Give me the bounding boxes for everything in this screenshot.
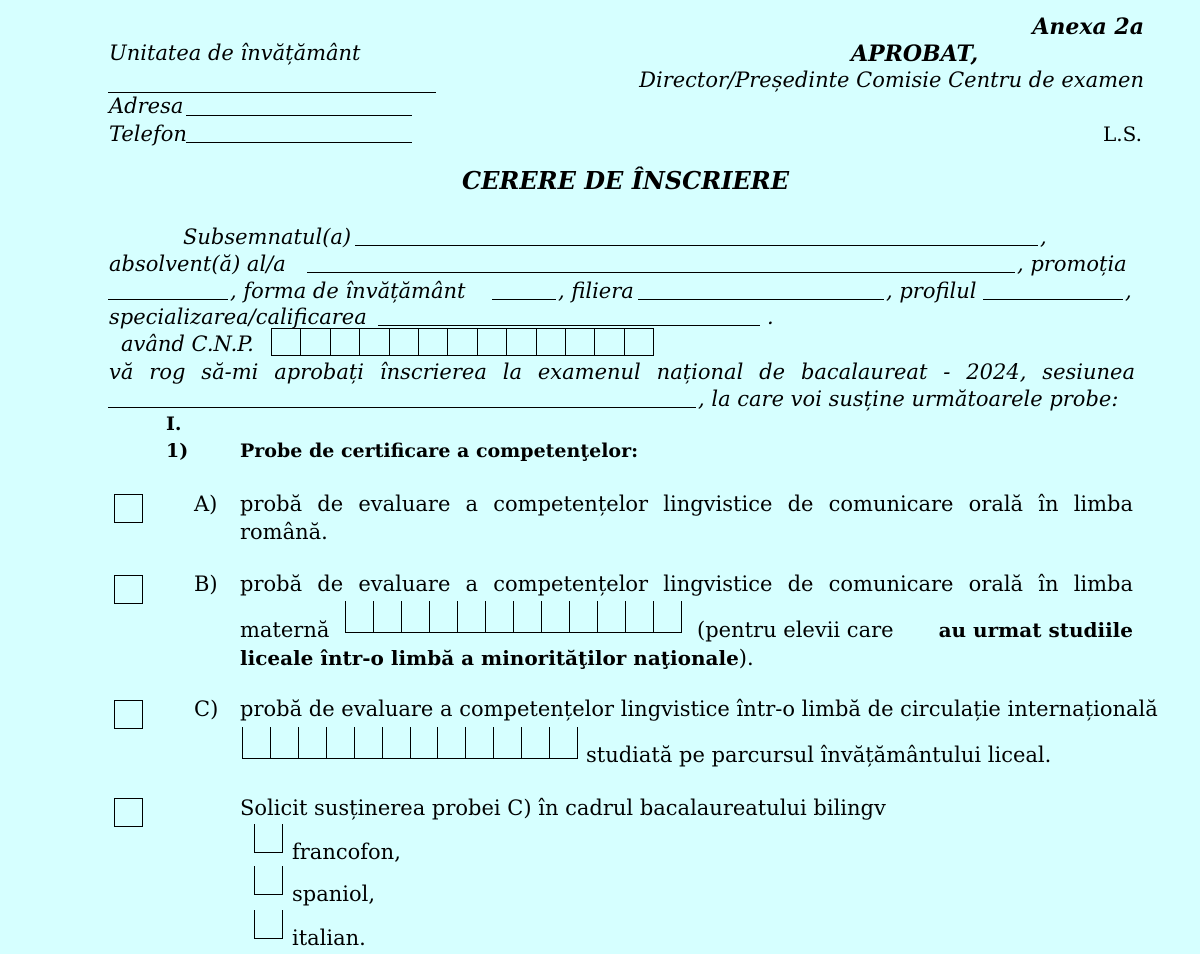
probe-a-text-2: română. (240, 520, 328, 544)
foreign-language-letter-cell[interactable] (327, 727, 355, 758)
director-label: Director/Președinte Comisie Centru de examen (639, 68, 1144, 92)
probe-c-letter: C) (194, 697, 219, 721)
probe-c-text: probă de evaluare a competențelor lingvistice într-o limbă de circulație internațională (240, 697, 1158, 721)
comma-2: , (1125, 279, 1132, 303)
cnp-digit-cell[interactable] (419, 329, 448, 355)
checkbox-spaniol[interactable] (254, 866, 283, 895)
mother-tongue-letter-cell[interactable] (458, 601, 486, 632)
probe-b-text: probă de evaluare a competențelor lingvistice de comunicare orală în limba (240, 572, 1133, 596)
probe-b-bold-1: au urmat studiile (938, 618, 1133, 642)
section-number: 1) (166, 440, 189, 462)
foreign-language-letter-cell[interactable] (438, 727, 466, 758)
mother-tongue-letter-cell[interactable] (654, 601, 682, 632)
forma-label: , forma de învățământ (230, 279, 466, 303)
promotia-line[interactable] (108, 299, 228, 300)
probe-c-text-2: studiată pe parcursul învățământului liceal. (586, 743, 1052, 767)
mother-tongue-letter-cell[interactable] (346, 601, 374, 632)
probe-a-letter: A) (194, 492, 218, 516)
specializarea-label: specializarea/calificarea (109, 305, 367, 329)
cnp-digit-cell[interactable] (272, 329, 301, 355)
foreign-language-letter-cell[interactable] (383, 727, 411, 758)
filiera-label: , filiera (558, 279, 634, 303)
foreign-language-letter-cell[interactable] (411, 727, 439, 758)
mother-tongue-letter-cell[interactable] (486, 601, 514, 632)
mother-tongue-letter-cell[interactable] (374, 601, 402, 632)
section-roman: I. (166, 413, 182, 435)
cnp-digit-cell[interactable] (566, 329, 595, 355)
school-line[interactable] (307, 272, 1015, 273)
cnp-digit-cell[interactable] (537, 329, 566, 355)
option-spaniol: spaniol, (292, 882, 376, 906)
probe-b-close: ). (738, 646, 754, 670)
mother-tongue-letter-cell[interactable] (402, 601, 430, 632)
cnp-digit-cell[interactable] (360, 329, 389, 355)
cnp-digit-cell[interactable] (331, 329, 360, 355)
unit-label: Unitatea de învățământ (109, 41, 361, 65)
option-francofon: francofon, (292, 840, 401, 864)
checkbox-bilingv[interactable] (114, 798, 143, 827)
sesiunea-line[interactable] (108, 407, 696, 408)
address-label: Adresa (109, 94, 184, 118)
mother-tongue-letter-cell[interactable] (430, 601, 458, 632)
phone-line[interactable] (186, 142, 412, 143)
forma-line[interactable] (492, 299, 556, 300)
name-line[interactable] (355, 245, 1038, 246)
phone-label: Telefon (109, 122, 187, 146)
probe-b-bold-2: liceale într-o limbă a minorităţilor naţionale (240, 646, 739, 670)
filiera-line[interactable] (638, 299, 884, 300)
cnp-digit-cell[interactable] (595, 329, 624, 355)
foreign-language-letter-cell[interactable] (299, 727, 327, 758)
profilul-label: , profilul (886, 279, 977, 303)
mother-tongue-letter-cell[interactable] (598, 601, 626, 632)
dot-1: . (767, 305, 774, 329)
mother-tongue-input[interactable] (345, 601, 682, 633)
probe-a-text: probă de evaluare a competențelor lingvistice de comunicare orală în limba (240, 492, 1133, 516)
seal-label: L.S. (1103, 122, 1142, 146)
cnp-label: având C.N.P. (121, 332, 254, 356)
foreign-language-letter-cell[interactable] (271, 727, 299, 758)
cnp-digit-cell[interactable] (507, 329, 536, 355)
foreign-language-letter-cell[interactable] (494, 727, 522, 758)
section-heading: Probe de certificare a competenţelor: (240, 440, 639, 462)
checkbox-francofon[interactable] (254, 824, 283, 853)
unit-line[interactable] (108, 92, 436, 93)
mother-tongue-letter-cell[interactable] (626, 601, 654, 632)
page-title: CERERE DE ÎNSCRIERE (462, 166, 789, 195)
cnp-digit-cell[interactable] (301, 329, 330, 355)
mother-tongue-letter-cell[interactable] (542, 601, 570, 632)
probe-b-letter: B) (194, 572, 218, 596)
profilul-line[interactable] (983, 299, 1123, 300)
annex-label: Anexa 2a (1032, 14, 1144, 40)
request-line: vă rog să-mi aprobați înscrierea la examenul național de bacalaureat - 2024, sesiunea (109, 360, 1135, 384)
checkbox-probe-a[interactable] (114, 494, 143, 523)
foreign-language-letter-cell[interactable] (466, 727, 494, 758)
cnp-digit-cell[interactable] (448, 329, 477, 355)
subsemnatul-label: Subsemnatul(a) (183, 225, 352, 249)
cnp-digit-cell[interactable] (390, 329, 419, 355)
cnp-digit-cell[interactable] (478, 329, 507, 355)
probe-b-materna: maternă (240, 618, 330, 642)
foreign-language-letter-cell[interactable] (522, 727, 550, 758)
foreign-language-input[interactable] (242, 727, 578, 759)
checkbox-probe-c[interactable] (114, 700, 143, 729)
bilingv-text: Solicit susținerea probei C) în cadrul bacalaureatului bilingv (240, 796, 886, 820)
address-line[interactable] (186, 115, 412, 116)
specializarea-line[interactable] (378, 325, 760, 326)
cnp-input[interactable] (271, 328, 654, 356)
option-italian: italian. (292, 926, 366, 950)
checkbox-italian[interactable] (254, 910, 283, 939)
foreign-language-letter-cell[interactable] (243, 727, 271, 758)
mother-tongue-letter-cell[interactable] (514, 601, 542, 632)
cnp-digit-cell[interactable] (625, 329, 654, 355)
foreign-language-letter-cell[interactable] (355, 727, 383, 758)
approved-label: APROBAT, (851, 41, 979, 67)
checkbox-probe-b[interactable] (114, 575, 143, 604)
absolvent-label: absolvent(ă) al/a (109, 252, 286, 276)
promotia-label: , promoția (1017, 252, 1127, 276)
probe-line: , la care voi susține următoarele probe: (698, 387, 1119, 411)
probe-b-paren: (pentru elevii care (697, 618, 894, 642)
mother-tongue-letter-cell[interactable] (570, 601, 598, 632)
comma-1: , (1040, 225, 1047, 249)
probe-b-line-3 (240, 648, 754, 669)
foreign-language-letter-cell[interactable] (550, 727, 578, 758)
